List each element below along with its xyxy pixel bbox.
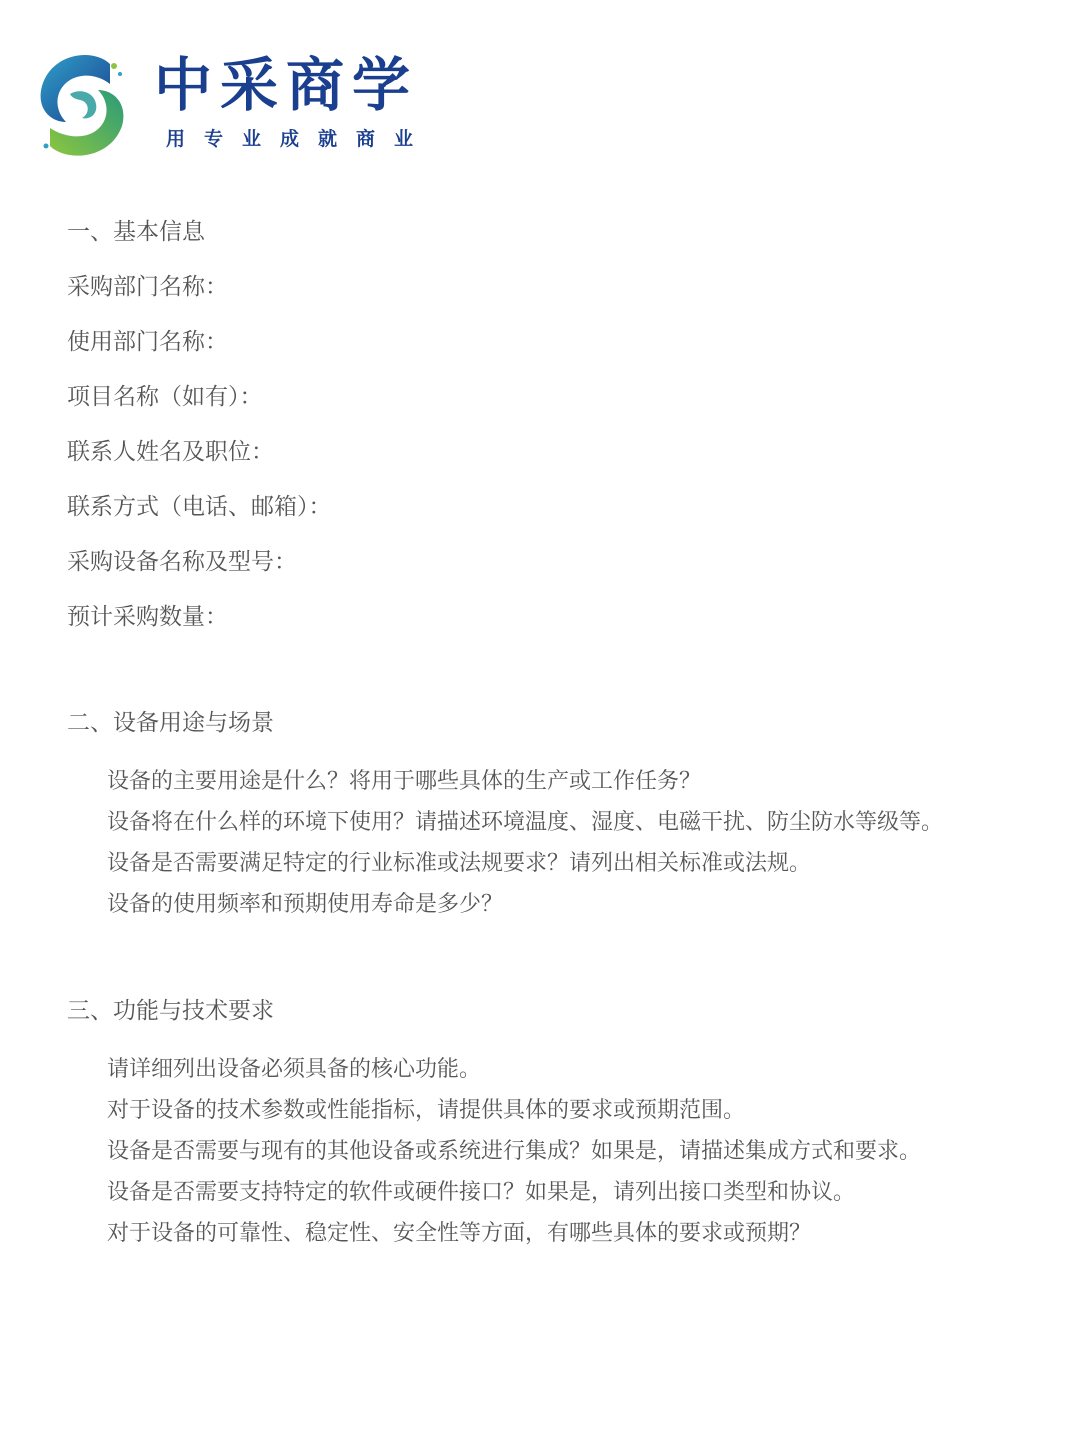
field-equipment-name-model: 采购设备名称及型号： — [67, 549, 297, 575]
swirl-logo-icon — [36, 50, 128, 162]
brand-name: 中采商学 — [154, 51, 419, 119]
section-usage-scenario — [67, 705, 1057, 925]
question-item: 对于设备的技术参数或性能指标，请提供具体的要求或预期范围。 — [107, 1098, 746, 1123]
field-using-dept: 使用部门名称： — [67, 329, 228, 355]
field-contact-method: 联系方式（电话、邮箱）： — [67, 494, 332, 520]
question-item: 设备将在什么样的环境下使用？请描述环境温度、湿度、电磁干扰、防尘防水等级等。 — [107, 810, 944, 835]
brand-slogan: 用专业成就商业 — [166, 128, 433, 150]
question-item: 设备的使用频率和预期使用寿命是多少？ — [107, 892, 504, 917]
section-title: 一、基本信息 — [67, 219, 205, 245]
question-item: 设备的主要用途是什么？将用于哪些具体的生产或工作任务？ — [107, 769, 702, 794]
field-purchasing-dept: 采购部门名称： — [67, 274, 228, 300]
section-function-tech — [67, 993, 1057, 1254]
question-item: 设备是否需要满足特定的行业标准或法规要求？请列出相关标准或法规。 — [107, 851, 812, 876]
question-list — [67, 1049, 1057, 1254]
questionnaire-body — [67, 214, 1057, 1254]
question-item: 对于设备的可靠性、稳定性、安全性等方面，有哪些具体的要求或预期？ — [107, 1221, 812, 1246]
field-estimated-quantity: 预计采购数量： — [67, 604, 228, 630]
section-title: 二、设备用途与场景 — [67, 710, 274, 736]
brand-header — [36, 50, 456, 170]
section-title: 三、功能与技术要求 — [67, 998, 274, 1024]
question-item: 请详细列出设备必须具备的核心功能。 — [107, 1057, 482, 1082]
question-item: 设备是否需要支持特定的软件或硬件接口？如果是，请列出接口类型和协议。 — [107, 1180, 856, 1205]
question-item: 设备是否需要与现有的其他设备或系统进行集成？如果是，请描述集成方式和要求。 — [107, 1139, 922, 1164]
section-basic-info — [67, 214, 1057, 635]
question-list — [67, 761, 1057, 925]
field-contact-name-title: 联系人姓名及职位： — [67, 439, 274, 465]
field-project-name: 项目名称（如有）： — [67, 384, 263, 410]
